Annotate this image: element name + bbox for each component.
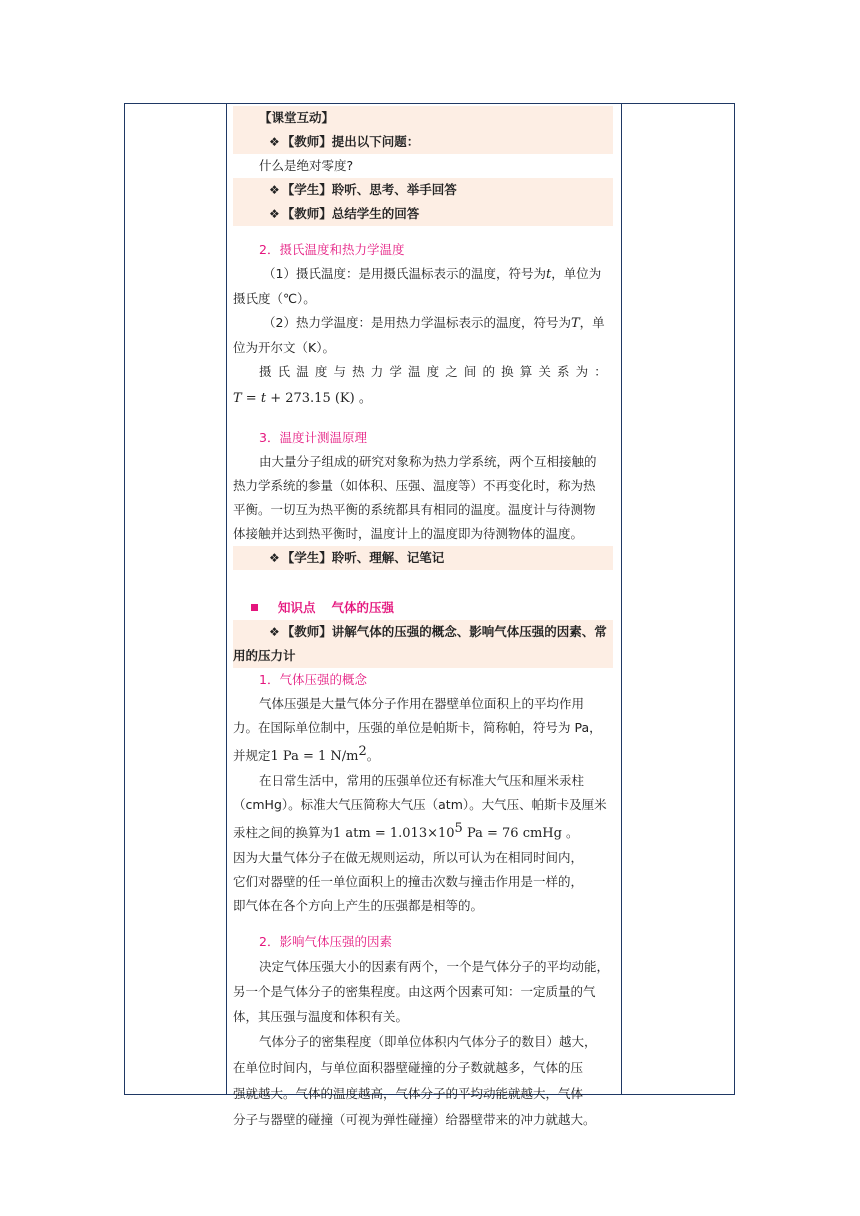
factors-line-1: 决定气体压强大小的因素有两个，一个是气体分子的平均动能， xyxy=(259,959,610,975)
section-title-pressure-concept: 1．气体压强的概念 xyxy=(259,672,367,687)
conversion-sentence xyxy=(233,360,613,384)
teacher-ask: ❖ 【教师】提出以下问题： xyxy=(243,130,613,154)
spaced-char: 摄 xyxy=(259,364,272,379)
factors-line-2: 另一个是气体分子的密集程度。由这两个因素可知：一定质量的气 xyxy=(233,984,596,1000)
factors-line-7: 分子与器壁的碰撞（可视为弹性碰撞）给器壁带来的冲力就越大。 xyxy=(233,1112,596,1128)
pressure-line-9: 即气体在各个方向上产生的压强都是相等的。 xyxy=(233,898,484,914)
kelvin-def-cont: 位为开尔文（K）。 xyxy=(233,340,335,355)
thermo-line-2: 热力学系统的参量（如体积、压强、温度等）不再变化时，称为热 xyxy=(233,478,596,493)
celsius-def-cont: 摄氏度（℃）。 xyxy=(233,291,316,306)
celsius-def: （1）摄氏温度：是用摄氏温标表示的温度，符号为t，单位为 xyxy=(263,266,602,282)
lesson-content xyxy=(233,106,613,1133)
interaction-heading: 【课堂互动】 xyxy=(259,110,335,125)
spaced-char: 学 xyxy=(389,364,402,379)
spaced-char: 之 xyxy=(445,364,458,379)
diamond-bullet-icon: ❖ xyxy=(269,207,280,221)
spaced-char: 热 xyxy=(352,364,365,379)
teacher-summary: ❖ 【教师】总结学生的回答 xyxy=(243,202,613,226)
diamond-bullet-icon: ❖ xyxy=(269,135,280,149)
spaced-char: 度 xyxy=(314,364,328,379)
spaced-char: 换 xyxy=(501,364,514,379)
pressure-line-5: （cmHg）。标准大气压简称大气压（atm）。大气压、帕斯卡及厘米 xyxy=(233,797,607,813)
pressure-line-8: 它们对器壁的任一单位面积上的撞击次数与撞击作用是一样的， xyxy=(233,874,584,890)
teacher-explain: ❖ 【教师】讲解气体的压强的概念、影响气体压强的因素、常 xyxy=(243,620,613,644)
section-title-pressure-factors: 2．影响气体压强的因素 xyxy=(259,934,392,950)
teacher-explain-cont: 用的压力计 xyxy=(233,648,296,663)
conversion-formula: T = t + 273.15 (K) 。 xyxy=(233,391,372,406)
knowledge-point-heading: 知识点 气体的压强 xyxy=(233,596,613,620)
pressure-line-7: 因为大量气体分子在做无规则运动，所以可认为在相同时间内， xyxy=(233,850,584,866)
spaced-char: 算 xyxy=(519,364,533,379)
interaction-block xyxy=(233,106,613,154)
kelvin-def: （2）热力学温度：是用热力学温标表示的温度，符号为T，单 xyxy=(263,315,605,331)
pressure-line-3: 并规定1 Pa = 1 $N/m^2$。 xyxy=(233,744,380,765)
diamond-bullet-icon: ❖ xyxy=(269,625,280,639)
spaced-char: 氏 xyxy=(277,364,291,379)
student-note-block xyxy=(233,546,613,570)
spaced-char: 度 xyxy=(426,364,440,379)
teacher-explain-block xyxy=(233,620,613,668)
pressure-line-1: 气体压强是大量气体分子作用在器壁单位面积上的平均作用 xyxy=(259,696,585,711)
section-title-thermometer: 3．温度计测温原理 xyxy=(259,430,367,445)
pressure-line-4: 在日常生活中，常用的压强单位还有标准大气压和厘米汞柱 xyxy=(259,773,585,789)
factors-line-5: 在单位时间内，与单位面积器壁碰撞的分子数就越多，气体的压 xyxy=(233,1060,584,1076)
square-bullet-icon xyxy=(251,604,258,611)
spaced-char: 力 xyxy=(370,364,384,379)
spaced-char: 间 xyxy=(463,364,477,379)
spaced-char: 温 xyxy=(408,364,421,379)
thermo-line-4: 体接触并达到热平衡时，温度计上的温度即为待测物体的温度。 xyxy=(233,526,584,541)
interaction-block-2 xyxy=(233,178,613,226)
spaced-char: 与 xyxy=(333,364,347,379)
spaced-char: ： xyxy=(594,364,607,379)
student-note: ❖ 【学生】聆听、理解、记笔记 xyxy=(243,546,613,570)
factors-line-4: 气体分子的密集程度（即单位体积内气体分子的数目）越大， xyxy=(259,1034,597,1050)
factors-line-6: 强就越大。气体的温度越高，气体分子的平均动能就越大，气体 xyxy=(233,1086,584,1102)
spaced-char: 的 xyxy=(482,364,496,379)
pressure-line-6: 汞柱之间的换算为1 atm = $1.013\times 10^5$ Pa = 76 cmHg 。 xyxy=(233,821,579,842)
student-answer: ❖ 【学生】聆听、思考、举手回答 xyxy=(243,178,613,202)
spaced-char: 关 xyxy=(538,364,551,379)
column-divider-left xyxy=(226,104,227,1094)
thermo-line-1: 由大量分子组成的研究对象称为热力学系统，两个互相接触的 xyxy=(259,454,597,469)
diamond-bullet-icon: ❖ xyxy=(269,183,280,197)
diamond-bullet-icon: ❖ xyxy=(269,551,280,565)
spaced-char: 系 xyxy=(557,364,570,379)
column-divider-right xyxy=(621,104,622,1094)
question-text: 什么是绝对零度? xyxy=(259,158,354,173)
spaced-char: 温 xyxy=(296,364,309,379)
factors-line-3: 体，其压强与温度和体积有关。 xyxy=(233,1009,409,1025)
section-title-temperature: 2．摄氏温度和热力学温度 xyxy=(259,242,405,257)
spaced-char: 为 xyxy=(575,364,589,379)
pressure-line-2: 力。在国际单位制中，压强的单位是帕斯卡，简称帕，符号为 Pa， xyxy=(233,720,602,735)
thermo-line-3: 平衡。一切互为热平衡的系统都具有相同的温度。温度计与待测物 xyxy=(233,502,596,517)
